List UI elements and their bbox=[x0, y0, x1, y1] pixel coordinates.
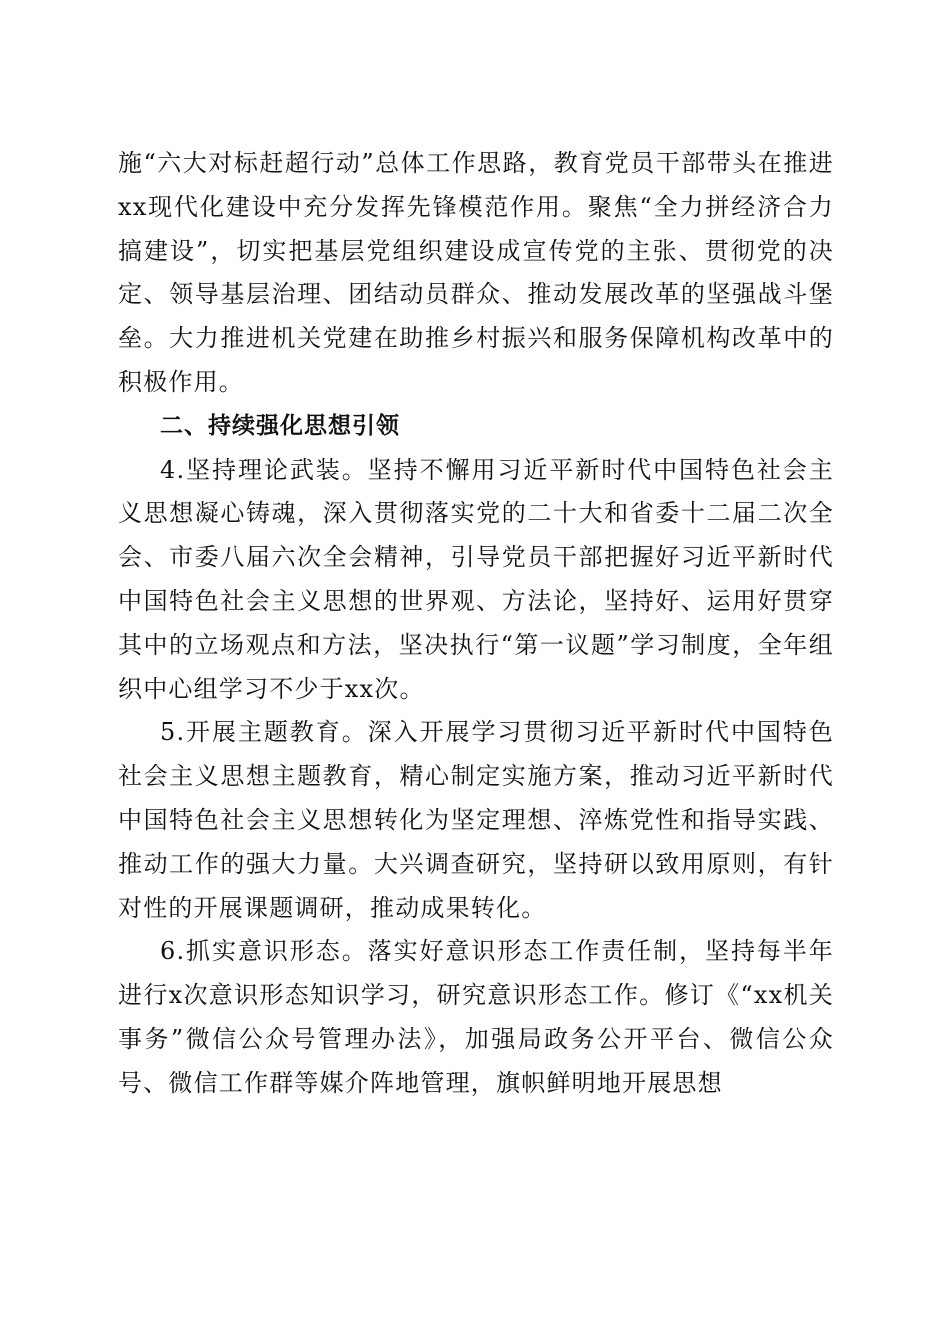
paragraph-item-5: 5.开展主题教育。深入开展学习贯彻习近平新时代中国特色社会主义思想主题教育，精心制定实施方案，推动习近平新时代中国特色社会主义思想转化为坚定理想、淬炼党性和指导实践、推动工作的强大力量。大兴调查研究，坚持研以致用原则，有针对性的开展课题调研，推动成果转化。 bbox=[118, 718, 834, 922]
paragraph-item-4: 4.坚持理论武装。坚持不懈用习近平新时代中国特色社会主义思想凝心铸魂，深入贯彻落实党的二十大和省委十二届二次全会、市委八届六次全会精神，引导党员干部把握好习近平新时代中国特色社会主义思想的世界观、方法论，坚持好、运用好贯穿其中的立场观点和方法，坚决执行“第一议题”学习制度，全年组织中心组学习不少于xx次。 bbox=[118, 455, 834, 703]
paragraph-item-6: 6.抓实意识形态。落实好意识形态工作责任制，坚持每半年进行x次意识形态知识学习，研究意识形态工作。修订《“xx机关事务”微信公众号管理办法》，加强局政务公开平台、微信公众号、微信工作群等媒介阵地管理，旗帜鲜明地开展思想 bbox=[118, 937, 834, 1097]
section-heading: 二、持续强化思想引领 bbox=[160, 412, 400, 439]
paragraph-continued: 施“六大对标赶超行动”总体工作思路，教育党员干部带头在推进xx现代化建设中充分发挥先锋模范作用。聚焦“全力拼经济合力搞建设”，切实把基层党组织建设成宣传党的主张、贯彻党的决定、领导基层治理、团结动员群众、推动发展改革的坚强战斗堡垒。大力推进机关党建在助推乡村振兴和服务保障机构改革中的积极作用。 bbox=[118, 149, 834, 396]
document-body bbox=[118, 142, 834, 1106]
